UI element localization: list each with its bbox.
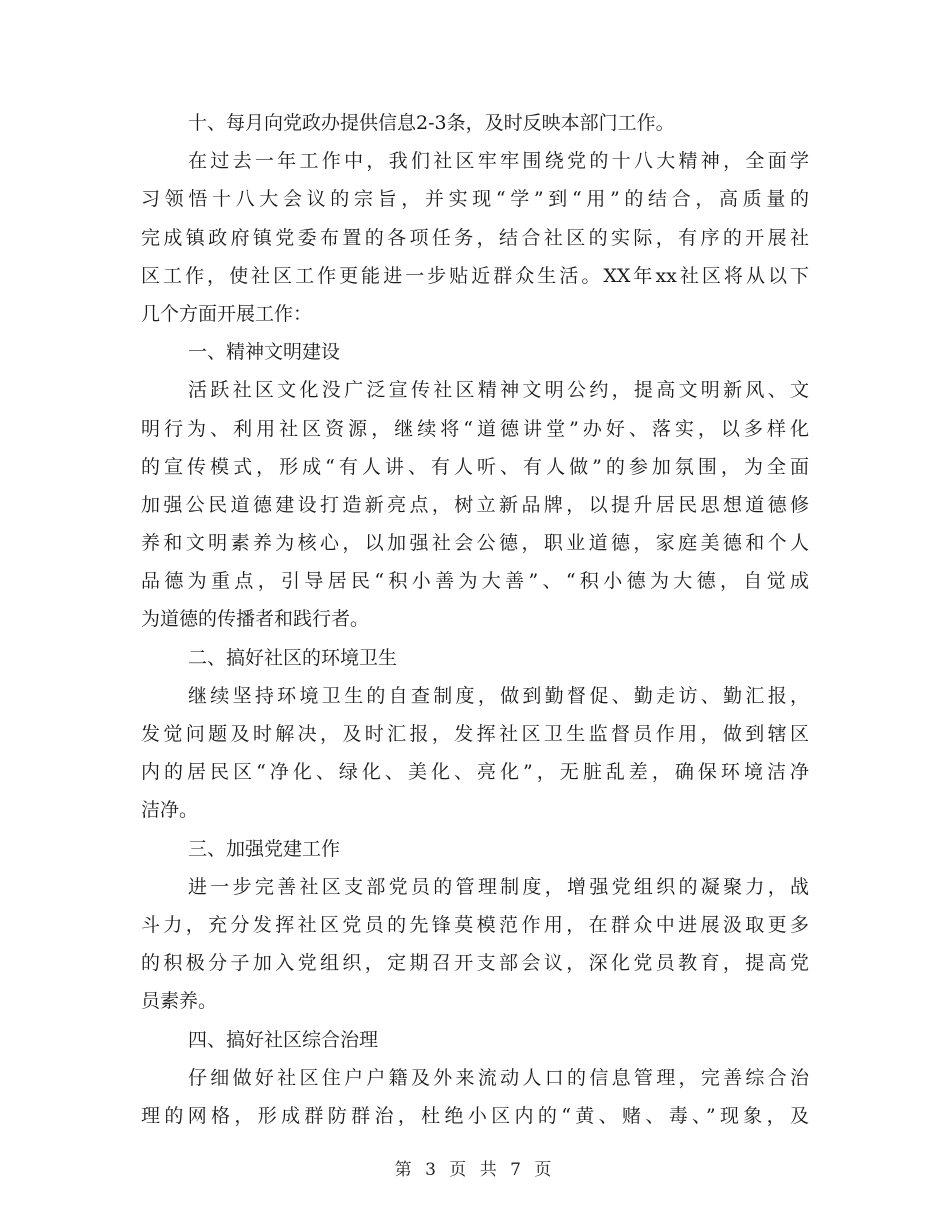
text-line: 斗力，充分发挥社区党员的先锋莫模范作用，在群众中进展汲取更多 bbox=[141, 913, 809, 936]
text-line: 继续坚持环境卫生的自查制度，做到勤督促、勤走访、勤汇报， bbox=[188, 684, 809, 707]
text-line: 二、搞好社区的环境卫生 bbox=[188, 646, 398, 669]
text-line: 习领悟十八大会议的宗旨，并实现“学”到“用”的结合，高质量的 bbox=[141, 188, 809, 211]
text-line: 一、精神文明建设 bbox=[188, 341, 341, 364]
text-line: 十、每月向党政办提供信息2-3条，及时反映本部门工作。 bbox=[188, 112, 675, 134]
text-line: 的宣传模式，形成“有人讲、有人听、有人做”的参加氛围，为全面 bbox=[141, 455, 809, 478]
text-line: 为道德的传播者和践行者。 bbox=[141, 608, 370, 631]
text-line: 在过去一年工作中，我们社区牢牢围绕党的十八大精神，全面学 bbox=[188, 150, 809, 173]
text-line: 四、搞好社区综合治理 bbox=[188, 1028, 379, 1051]
text-line: 仔细做好社区住户户籍及外来流动人口的信息管理，完善综合治 bbox=[188, 1066, 809, 1089]
text-line: 进一步完善社区支部党员的管理制度，增强党组织的凝聚力，战 bbox=[188, 875, 809, 898]
text-line: 三、加强党建工作 bbox=[188, 837, 341, 860]
text-line: 几个方面开展工作： bbox=[141, 302, 313, 325]
text-line: 加强公民道德建设打造新亮点，树立新品牌，以提升居民思想道德修 bbox=[141, 493, 809, 516]
text-line: 完成镇政府镇党委布置的各项任务，结合社区的实际，有序的开展社 bbox=[141, 226, 809, 249]
document-body bbox=[141, 104, 809, 1135]
page-number-footer: 第 3 页 共 7 页 bbox=[394, 1160, 556, 1180]
text-line: 内的居民区“净化、绿化、美化、亮化”，无脏乱差，确保环境洁净 bbox=[141, 761, 809, 784]
text-line: 发觉问题及时解决，及时汇报，发挥社区卫生监督员作用，做到辖区 bbox=[141, 723, 809, 745]
text-line: 员素养。 bbox=[141, 990, 218, 1013]
text-line: 洁净。 bbox=[141, 799, 199, 822]
text-line: 明行为、利用社区资源，继续将“道德讲堂”办好、落实，以多样化 bbox=[141, 417, 809, 440]
text-line: 理的网格，形成群防群治，杜绝小区内的“黄、赌、毒、”现象，及 bbox=[141, 1104, 809, 1127]
text-line: 品德为重点，引导居民“积小善为大善”、“积小德为大德，自觉成 bbox=[141, 570, 809, 593]
text-line: 活跃社区文化没广泛宣传社区精神文明公约，提高文明新风、文 bbox=[188, 379, 809, 402]
text-line: 的积极分子加入党组织，定期召开支部会议，深化党员教育，提高党 bbox=[141, 952, 809, 975]
text-line: 区工作，使社区工作更能进一步贴近群众生活。XX年xx社区将从以下 bbox=[141, 264, 809, 287]
text-line: 养和文明素养为核心，以加强社会公德，职业道德，家庭美德和个人 bbox=[141, 532, 809, 555]
